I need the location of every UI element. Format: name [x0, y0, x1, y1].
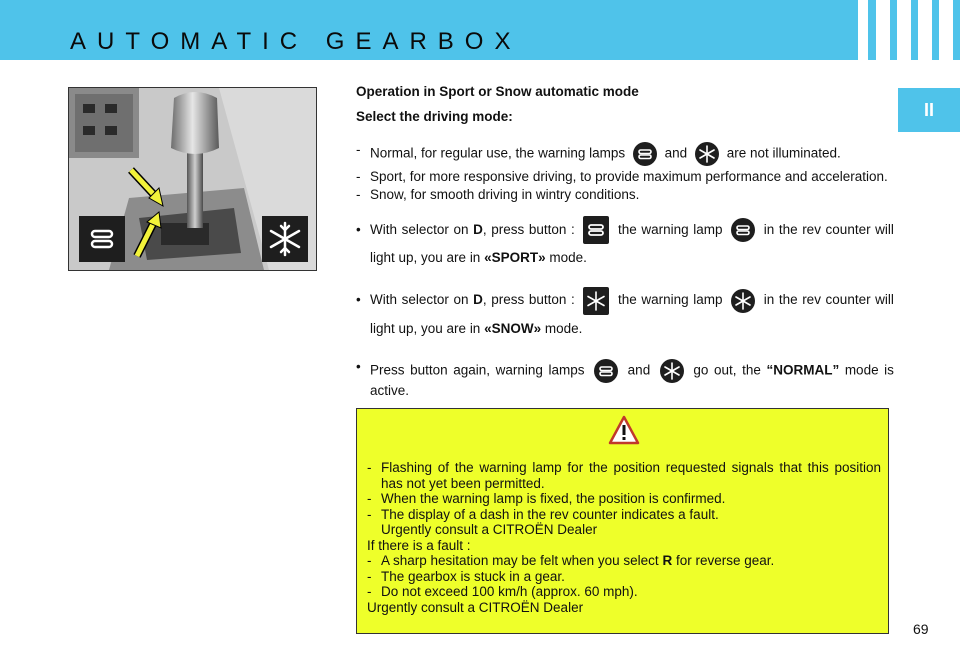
stripe — [876, 0, 890, 60]
warning-line: - When the warning lamp is fixed, the position is confirmed. — [367, 491, 726, 506]
sport-step-gear: D — [473, 222, 483, 237]
sport-step-b: , press button : — [482, 222, 575, 237]
stripe — [939, 0, 953, 60]
chapter-tab — [898, 88, 960, 132]
chapter-label: II — [923, 99, 934, 120]
warning-line-text: The gearbox is stuck in a gear. — [381, 568, 565, 584]
snowflake-icon — [695, 142, 719, 166]
warning-box — [356, 408, 889, 634]
normal-step-mode: “NORMAL” — [766, 362, 840, 378]
sport-step-d: in the rev counter will light up, you are in — [370, 222, 894, 266]
sport-step-a: With selector on — [370, 222, 469, 237]
page-title: AUTOMATIC GEARBOX — [70, 28, 522, 55]
snow-step-d: in the rev counter will light up, you are in — [370, 292, 894, 336]
mode-sport: - Sport, for more responsive driving, to provide maximum performance and acceleration. — [356, 169, 888, 184]
normal-step-d: mode is active. — [370, 362, 894, 398]
warning-line-text: When the warning lamp is fixed, the position is confirmed. — [381, 491, 726, 506]
header-bar — [0, 0, 960, 60]
mode-normal-text-a: Normal, for regular use, the warning lamps — [370, 145, 626, 161]
mode-normal: - Normal, for regular use, the warning lamps and are not illuminated. — [356, 142, 894, 166]
warning-triangle-icon — [608, 415, 640, 445]
gear-selector-illustration — [69, 88, 316, 270]
section-subheading: Select the driving mode: — [356, 109, 513, 124]
sport-step-e: mode. — [549, 250, 587, 266]
snow-step: • With selector on D, press button : the warning lamp in the rev counter will light up, you are in «SNOW» mode. — [356, 286, 894, 342]
snow-step-e: mode. — [544, 320, 583, 336]
warning-line-text: The display of a dash in the rev counter indicates a fault. — [381, 506, 719, 522]
warning-line-text: A sharp hesitation may be felt when you select — [381, 553, 659, 568]
normal-step-b: and — [627, 362, 651, 378]
snowflake-icon — [731, 289, 755, 313]
page-number: 69 — [913, 621, 929, 637]
sport-step-mode: «SPORT» — [484, 250, 546, 266]
snow-step-a: With selector on — [370, 292, 469, 308]
warning-line: - Do not exceed 100 km/h (approx. 60 mph). — [367, 584, 638, 599]
warning-line-text: Urgently consult a CITROËN Dealer — [367, 599, 584, 615]
snowflake-icon — [660, 359, 684, 383]
snow-step-b: , press button : — [482, 292, 575, 308]
sport-step-c: the warning lamp — [617, 222, 723, 237]
normal-step: • Press button again, warning lamps and go out, the “NORMAL” mode is active. — [356, 358, 894, 398]
reverse-gear-label: R — [662, 553, 673, 568]
header-stripes — [858, 0, 960, 60]
stripe — [897, 0, 911, 60]
stripe — [858, 0, 868, 60]
warning-line: - Flashing of the warning lamp for the position requested signals that this position has not yet been permitted. — [367, 460, 881, 491]
snow-step-c: the warning lamp — [617, 292, 723, 308]
warning-line: - A sharp hesitation may be felt when you select R for reverse gear. — [367, 553, 775, 568]
warning-line — [367, 600, 881, 616]
normal-step-a: Press button again, warning lamps — [370, 362, 585, 378]
mode-snow: - Snow, for smooth driving in wintry conditions. — [356, 187, 640, 202]
mode-snow-text: Snow, for smooth driving in wintry conditions. — [370, 187, 640, 202]
mode-sport-text: Sport, for more responsive driving, to provide maximum performance and acceleration. — [370, 169, 888, 184]
warning-text — [367, 460, 881, 615]
sport-s-icon — [731, 218, 755, 242]
warning-line-text: Urgently consult a CITROËN Dealer — [381, 522, 598, 537]
snow-step-gear: D — [473, 292, 483, 308]
warning-line-text: If there is a fault : — [367, 537, 471, 553]
warning-line — [367, 538, 881, 554]
section-heading: Operation in Sport or Snow automatic mode — [356, 84, 639, 99]
warning-line: - The display of a dash in the rev counter indicates a fault. — [367, 506, 719, 522]
normal-step-c: go out, the — [693, 362, 761, 378]
warning-line: - The gearbox is stuck in a gear. — [367, 568, 565, 584]
sport-step: • With selector on D, press button : the warning lamp in the rev counter will light up, you are in «SPORT» mode. — [356, 216, 894, 272]
stripe — [918, 0, 932, 60]
mode-normal-text-c: are not illuminated. — [726, 145, 841, 161]
sport-s-icon — [633, 142, 657, 166]
warning-line — [367, 522, 881, 538]
warning-line-text: Do not exceed 100 km/h (approx. 60 mph). — [381, 584, 638, 599]
sport-s-icon — [594, 359, 618, 383]
main-content — [356, 84, 894, 398]
snow-button-icon — [583, 287, 609, 315]
gear-selector-photo — [68, 87, 317, 271]
warning-line-text: for reverse gear. — [675, 553, 775, 568]
snow-step-mode: «SNOW» — [484, 320, 542, 336]
warning-line-text: Flashing of the warning lamp for the position requested signals that this position has not yet been permitted. — [381, 460, 881, 491]
mode-normal-text-b: and — [664, 145, 688, 161]
sport-button-icon — [583, 216, 609, 244]
